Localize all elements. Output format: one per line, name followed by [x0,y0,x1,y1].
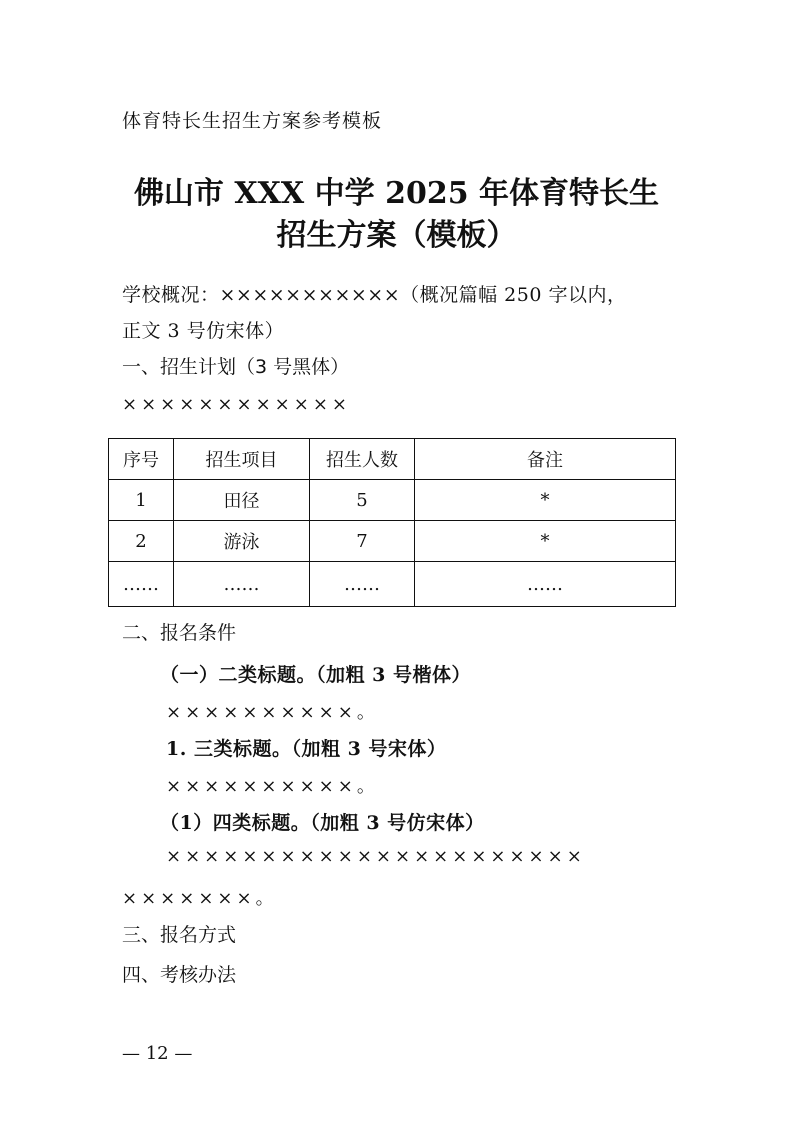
section-3-heading: 三、报名方式 [122,924,237,946]
section-1-placeholder: ×××××××××××× [122,394,351,415]
section-4-heading: 四、考核办法 [122,964,237,986]
title-line-1: 佛山市 XXX 中学 2025 年体育特长生 [133,176,660,211]
table-header-row [109,439,676,480]
table-cell: …… [310,562,415,607]
table-cell: * [415,521,676,562]
section-1-heading: 一、招生计划（3 号黑体） [122,356,350,378]
table-cell: 田径 [174,480,310,521]
table-cell: 2 [109,521,174,562]
table-header-cell: 备注 [415,439,676,480]
page-number: — 12 — [122,1043,193,1064]
document-header: 体育特长生招生方案参考模板 [122,110,383,132]
intro-line-1: 学校概况：×××××××××××（概况篇幅 250 字以内， [122,284,627,306]
sub-heading-level-2-text: ××××××××××。 [166,702,379,723]
table-cell: 5 [310,480,415,521]
sub-heading-level-2: （一）二类标题。（加粗 3 号楷体） [160,664,471,686]
sub-heading-level-3-text: ××××××××××。 [166,776,379,797]
sub-heading-level-3: 1. 三类标题。（加粗 3 号宋体） [166,738,447,760]
enrollment-plan-table [108,438,676,607]
title-line-2: 招生方案（模板） [276,218,517,253]
table-cell: …… [174,562,310,607]
table-header-cell: 招生人数 [310,439,415,480]
section-2-heading: 二、报名条件 [122,622,237,644]
sub-heading-level-4-text-line-2: ×××××××。 [122,888,278,909]
table-cell: * [415,480,676,521]
table-cell: 游泳 [174,521,310,562]
table-cell: …… [415,562,676,607]
table-row [109,480,676,521]
table-row [109,521,676,562]
table-cell: 7 [310,521,415,562]
sub-heading-level-4-text-line-1: ×××××××××××××××××××××× [166,846,586,867]
sub-heading-level-4: （1）四类标题。（加粗 3 号仿宋体） [160,812,485,834]
table-cell: 1 [109,480,174,521]
table-cell: …… [109,562,174,607]
intro-line-2: 正文 3 号仿宋体） [122,320,285,342]
table-header-cell: 招生项目 [174,439,310,480]
table-header-cell: 序号 [109,439,174,480]
table-row [109,562,676,607]
